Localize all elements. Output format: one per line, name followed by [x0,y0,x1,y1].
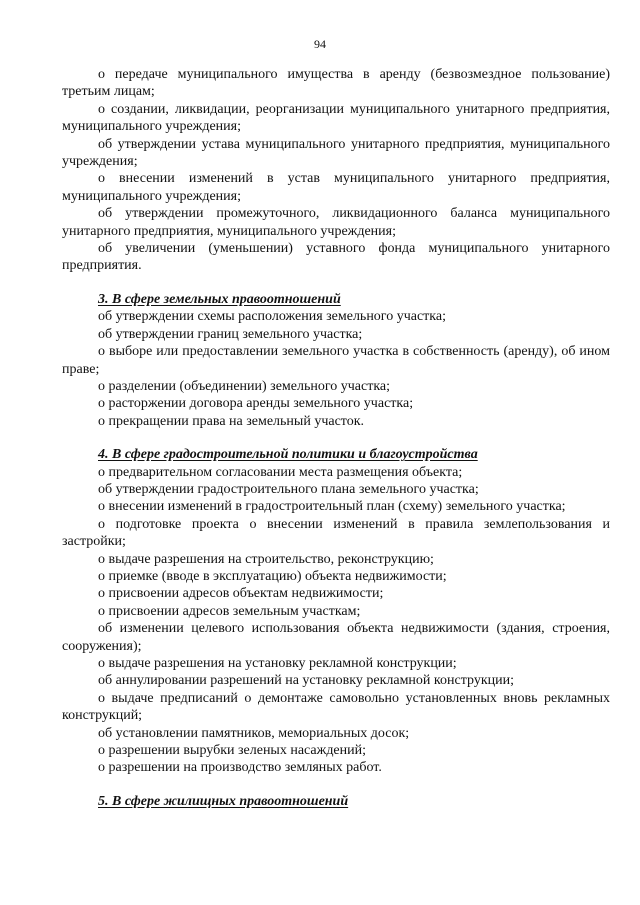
list-item: о присвоении адресов объектам недвижимости; [98,586,384,602]
list-item: о создании, ликвидации, реорганизации муниципального унитарного предприятия, муниципального учреждения; [62,101,610,135]
list-item: о присвоении адресов земельным участкам; [98,603,361,619]
section-heading: 5. В сфере жилищных правоотношений [98,793,349,809]
list-item: о выборе или предоставлении земельного участка в собственность (аренду), об ином праве; [62,344,610,377]
list-item: о внесении изменений в устав муниципального унитарного предприятия, муниципального учреждения; [62,171,610,204]
list-item: о приемке (вводе в эксплуатацию) объекта недвижимости; [98,568,447,584]
list-item: о разрешении на производство земляных работ. [98,760,382,776]
list-item: об утверждении градостроительного плана земельного участка; [98,481,479,497]
list-item: об утверждении границ земельного участка; [98,326,363,342]
list-item: об изменении целевого использования объекта недвижимости (здания, строения, сооружения); [62,621,610,654]
list-item: о выдаче разрешения на строительство, реконструкцию; [98,551,434,567]
document-body [62,66,610,810]
list-item: об утверждении устава муниципального унитарного предприятия, муниципального учреждения; [62,136,610,170]
list-item: об аннулировании разрешений на установку рекламной конструкции; [98,673,514,689]
page-number: 94 [314,37,326,51]
list-item: об утверждении промежуточного, ликвидационного баланса муниципального унитарного предприятия, муниципального учреждения; [62,206,610,239]
section-urban-planning [62,446,610,777]
list-item: о внесении изменений в градостроительный план (схему) земельного участка; [98,499,566,515]
section-heading: 4. В сфере градостроительной политики и благоустройства [98,447,478,463]
section-heading: 3. В сфере земельных правоотношений [98,291,341,307]
section-property [62,66,610,275]
section-land-relations [62,291,610,430]
list-item: об увеличении (уменьшении) уставного фонда муниципального унитарного предприятия. [62,241,610,274]
list-item: об установлении памятников, мемориальных досок; [98,725,410,741]
list-item: об утверждении схемы расположения земельного участка; [98,309,446,325]
list-item: о предварительном согласовании места размещения объекта; [98,464,463,480]
list-item: о выдаче предписаний о демонтаже самовольно установленных вновь рекламных конструкций; [62,690,610,724]
list-item: о выдаче разрешения на установку рекламной конструкции; [98,656,457,671]
section-housing-relations [62,793,610,810]
list-item: о прекращении права на земельный участок. [98,413,365,429]
list-item: о расторжении договора аренды земельного участка; [98,396,414,412]
list-item: о разрешении вырубки зеленых насаждений; [98,743,367,759]
list-item: о подготовке проекта о внесении изменений в правила землепользования и застройки; [62,516,610,550]
list-item: о передаче муниципального имущества в аренду (безвозмездное пользование) третьим лицам; [62,67,610,100]
list-item: о разделении (объединении) земельного участка; [98,378,391,394]
